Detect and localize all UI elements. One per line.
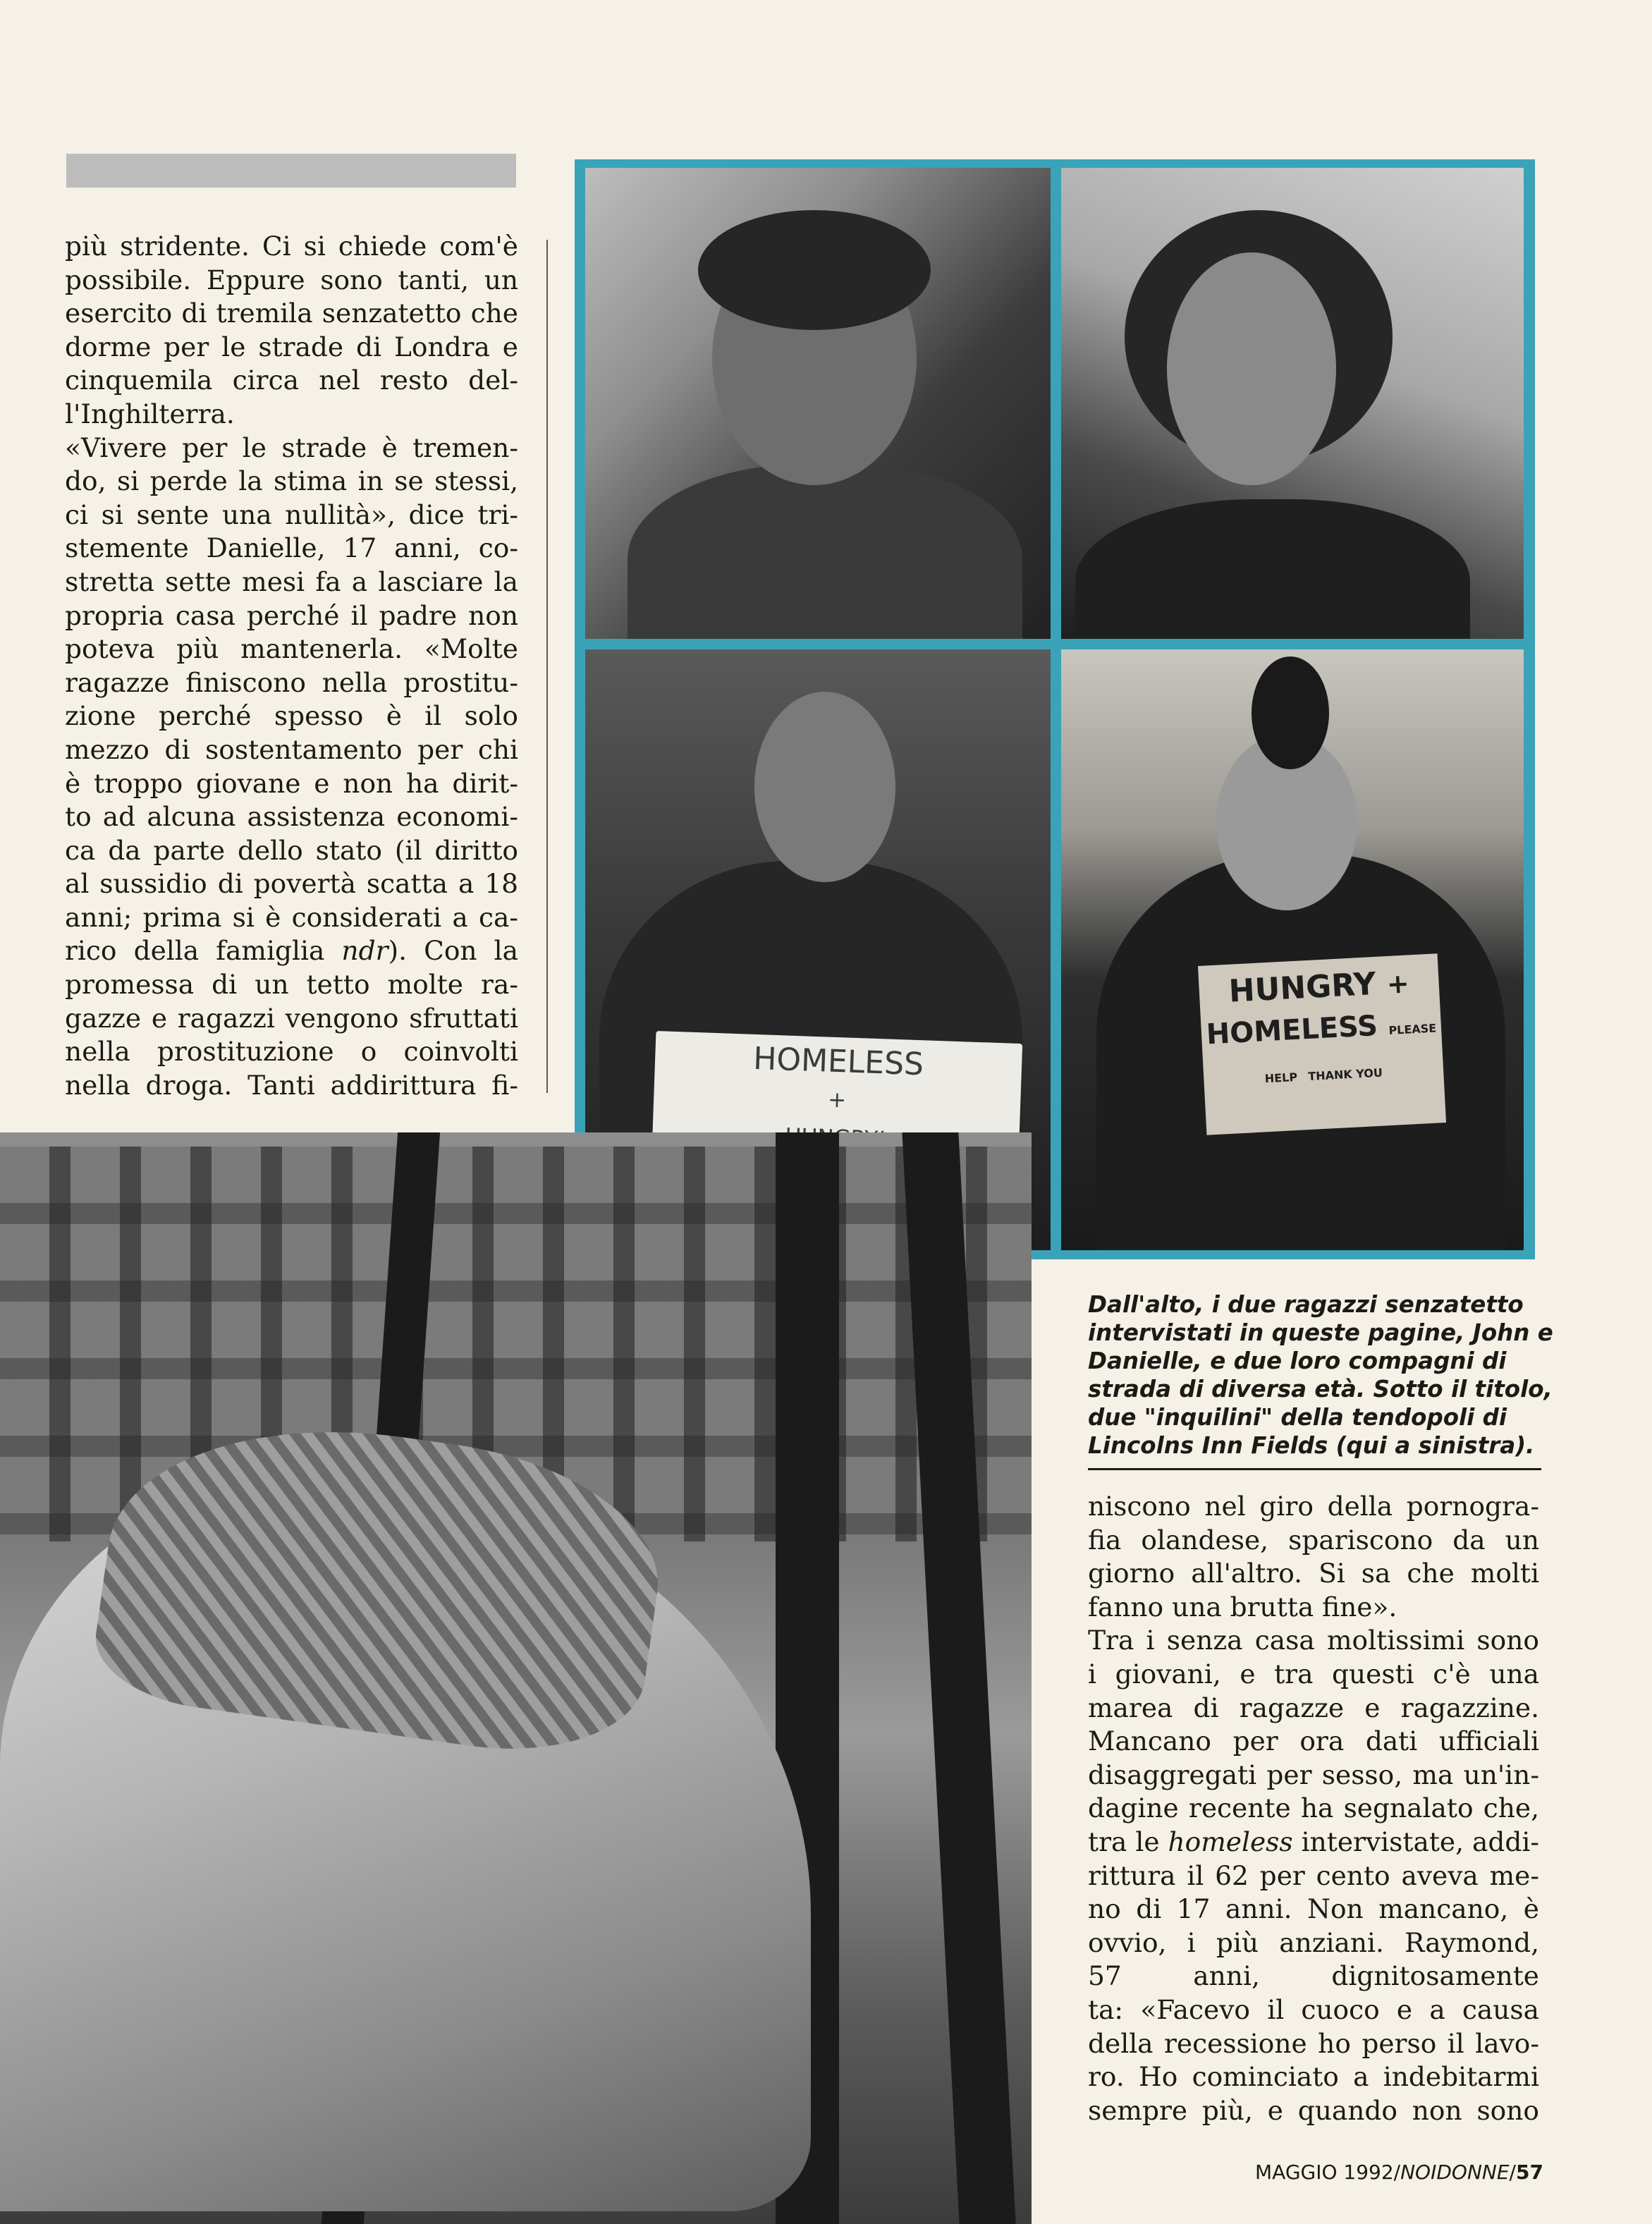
sign-line: + <box>827 1087 847 1113</box>
text-line: ovvio, i più anziani. Raymond, <box>1088 1926 1539 1958</box>
caption-line: strada di diversa età. Sotto il titolo, <box>1088 1376 1553 1403</box>
sign-line: PLEASE HELP <box>1264 1021 1437 1086</box>
text-line: è troppo giovane e non ha dirit- <box>65 767 518 799</box>
folio-date: MAGGIO 1992/ <box>1255 2161 1401 2184</box>
text-line: anni; prima si è considerati a ca- <box>65 901 518 933</box>
sign-line: HUNGRY <box>1228 965 1377 1010</box>
text-segment: ). Con la <box>388 935 518 967</box>
text-line: al sussidio di povertà scatta a 18 <box>65 868 518 900</box>
folio-magazine: NOIDONNE <box>1400 2161 1510 2184</box>
text-segment: intervistate, addi- <box>1301 1826 1539 1857</box>
photo-john <box>585 168 1051 639</box>
text-line: «Vivere per le strade è tremen- <box>65 432 518 463</box>
text-line: i giovani, e tra questi c'è una <box>1088 1658 1539 1690</box>
text-line <box>65 934 518 968</box>
text-line: possibile. Eppure sono tanti, un <box>65 264 518 295</box>
text-line: rittura il 62 per cento aveva me- <box>1088 1859 1539 1891</box>
text-line: nella prostituzione o coinvolti <box>65 1036 518 1068</box>
text-line: esercito di tremila senzatetto che <box>65 298 518 329</box>
figure-hair <box>698 210 931 330</box>
text-line: Tra i senza casa moltissimi sono <box>1088 1625 1539 1656</box>
text-line: cinquemila circa nel resto del- <box>65 365 518 396</box>
sign-line: HOMELESS <box>752 1040 924 1083</box>
photo-caption <box>1088 1290 1553 1460</box>
text-segment: tra le <box>1088 1826 1160 1857</box>
homeless-italic: homeless <box>1168 1826 1293 1857</box>
text-line: l'Inghilterra. <box>65 398 235 429</box>
text-line: dagine recente ha segnalato che, <box>1088 1792 1539 1824</box>
text-line: della recessione ho perso il lavo- <box>1088 2027 1539 2059</box>
text-line: ca da parte dello stato (il diritto <box>65 834 518 866</box>
photo-grid <box>575 159 1535 1259</box>
left-text-column <box>65 230 518 1102</box>
figure-body <box>628 464 1022 639</box>
text-line: propria casa perché il padre non <box>65 599 518 631</box>
text-line: ci si sente una nullità», dice tri- <box>65 499 518 530</box>
text-line <box>1088 1826 1539 1859</box>
text-line: mezzo di sostentamento per chi <box>65 733 518 765</box>
text-line: marea di ragazze e ragazzine. <box>1088 1692 1539 1723</box>
photo-punk <box>1061 649 1524 1250</box>
text-line: ta: «Facevo il cuoco e a causa <box>1088 1993 1539 2025</box>
sign-line: THANK YOU <box>1307 1065 1383 1084</box>
text-line: più stridente. Ci si chiede com'è <box>65 231 518 262</box>
caption-line: due "inquilini" della tendopoli di <box>1088 1404 1507 1431</box>
text-line: no di 17 anni. Non mancano, è <box>1088 1893 1539 1925</box>
ndr-italic: ndr <box>341 935 388 967</box>
text-line: nella droga. Tanti addirittura fi- <box>65 1069 518 1101</box>
text-line: ragazze finiscono nella prostitu- <box>65 666 518 698</box>
text-segment: rico della famiglia <box>65 935 325 967</box>
caption-line: intervistati in queste pagine, John e <box>1088 1319 1553 1346</box>
caption-line: Dall'alto, i due ragazzi senzatetto <box>1088 1291 1524 1318</box>
figure-mohawk <box>1252 656 1329 769</box>
sign-line: + <box>1385 967 1410 1001</box>
text-line: poteva più mantenerla. «Molte <box>65 633 518 665</box>
photo-danielle <box>1061 168 1524 639</box>
text-line: niscono nel giro della pornogra- <box>1088 1491 1539 1522</box>
text-line: zione perché spesso è il solo <box>65 700 518 732</box>
text-line: ro. Ho cominciato a indebitarmi <box>1088 2061 1539 2093</box>
text-line: to ad alcuna assistenza economi- <box>65 801 518 833</box>
text-line: stretta sette mesi fa a lasciare la <box>65 566 518 597</box>
text-line: giorno all'altro. Si sa che molti <box>1088 1558 1539 1589</box>
section-header-bar <box>66 154 516 188</box>
text-line: promessa di un tetto molte ra- <box>65 969 518 1001</box>
caption-line: Lincolns Inn Fields (qui a sinistra). <box>1088 1432 1535 1459</box>
text-line: Mancano per ora dati ufficiali <box>1088 1725 1539 1757</box>
right-text-column <box>1088 1490 1539 2127</box>
text-line: fanno una brutta fine». <box>1088 1591 1397 1623</box>
hungry-sign <box>1198 953 1446 1135</box>
text-line: dorme per le strade di Londra e <box>65 331 518 362</box>
text-line: fia olandese, spariscono da un <box>1088 1524 1539 1556</box>
caption-line: Danielle, e due loro compagni di <box>1088 1348 1507 1374</box>
caption-rule <box>1088 1468 1541 1470</box>
column-rule <box>546 240 548 1093</box>
figure-body <box>1075 499 1470 639</box>
folio-slash: / <box>1509 2161 1516 2184</box>
text-line: gazze e ragazzi vengono sfruttati <box>65 1002 518 1034</box>
text-line: do, si perde la stima in se stessi, <box>65 465 518 497</box>
sign-line: HOMELESS <box>1205 1009 1379 1051</box>
text-line: sempre più, e quando non sono <box>1088 2094 1539 2126</box>
figure-head <box>1167 252 1336 485</box>
text-line: disaggregati per sesso, ma un'in- <box>1088 1759 1539 1790</box>
photo-tent-camp <box>0 1132 1032 2224</box>
text-line: 57 anni, dignitosamente <box>1088 1960 1539 1992</box>
figure-head <box>754 692 895 882</box>
folio-page-number: 57 <box>1515 2161 1543 2184</box>
text-line: stemente Danielle, 17 anni, co- <box>65 532 518 564</box>
page-folio <box>1255 2161 1541 2184</box>
